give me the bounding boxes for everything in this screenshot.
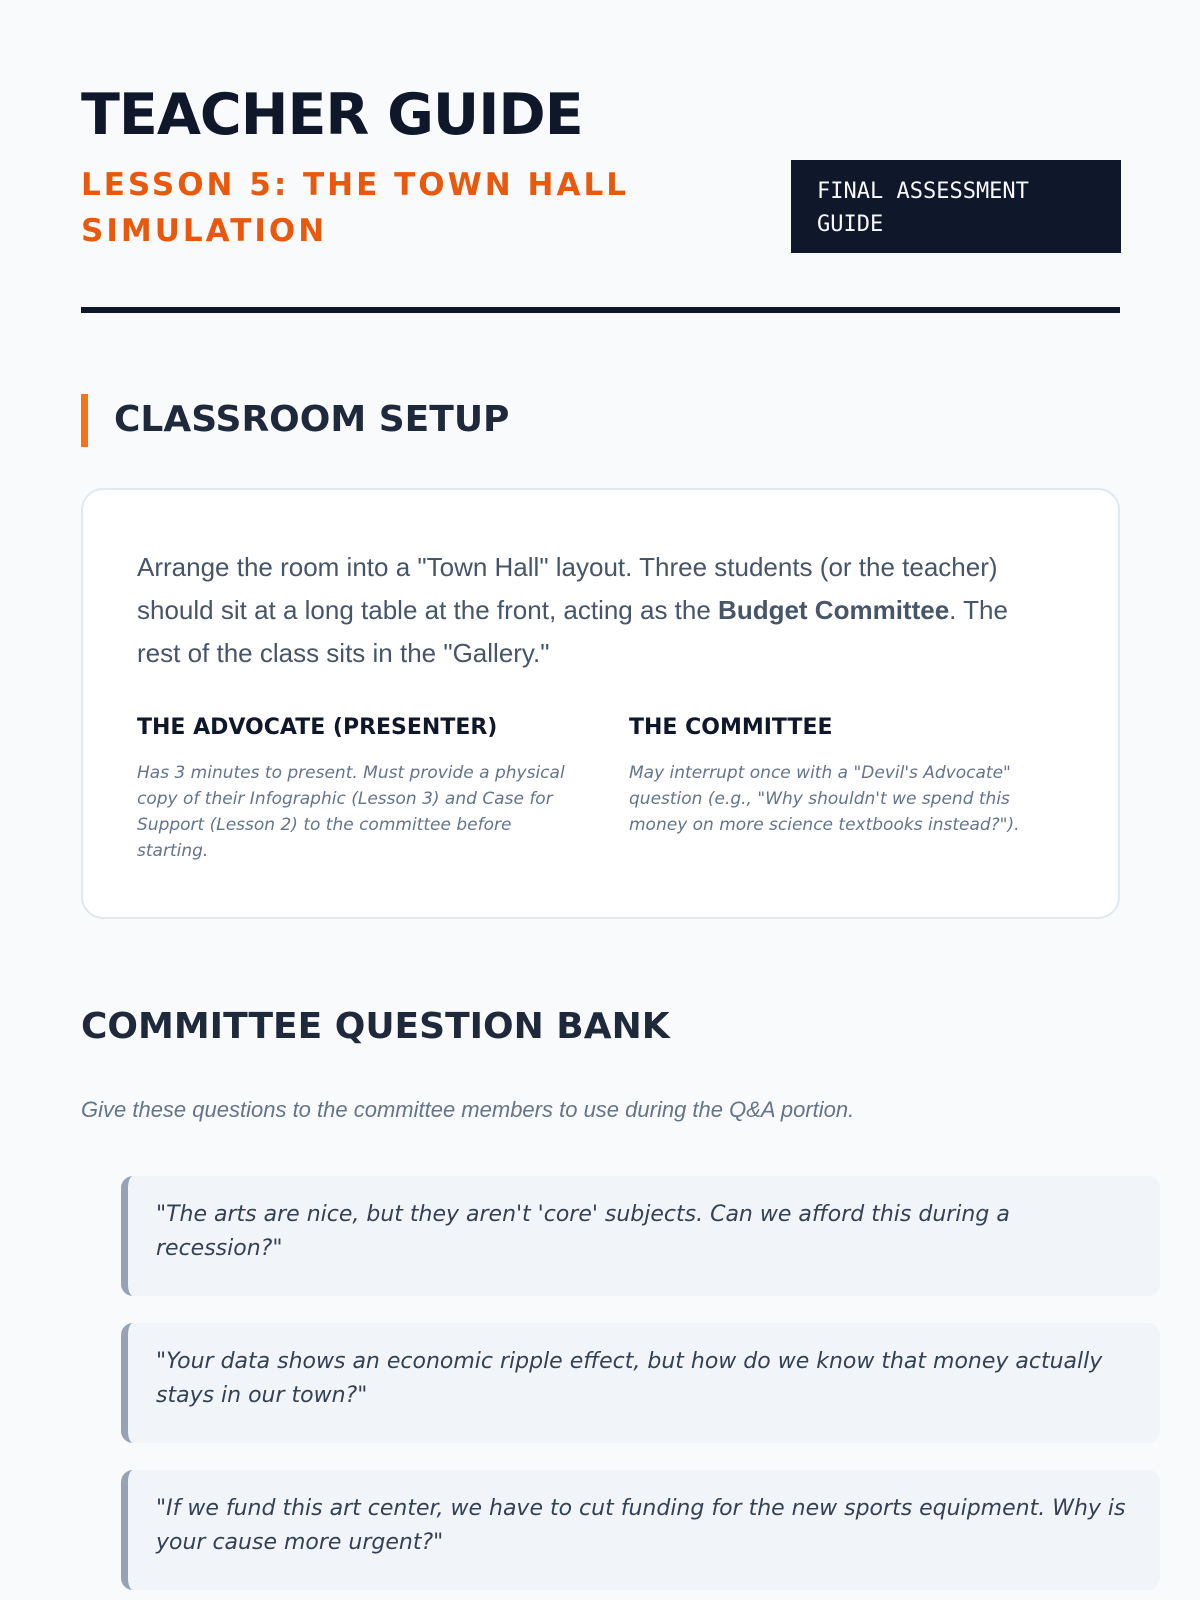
question-bank-intro: Give these questions to the committee members to use during the Q&A portion. [81,1097,855,1122]
page-title: TEACHER GUIDE [81,82,583,148]
header-divider [81,307,1120,313]
classroom-setup-heading: CLASSROOM SETUP [114,399,510,440]
setup-paragraph-start: Arrange the room into a "Town Hall" layout. Three students (or the teacher) should sit at a long table at the front, acting as the [137,552,998,625]
committee-role-description: May interrupt once with a "Devil's Advocate" question (e.g., "Why shouldn't we spend this money on more science textbooks instead?"). [629,763,1020,835]
lesson-title: LESSON 5: THE TOWN HALL SIMULATION [81,167,629,249]
classroom-setup-card [81,488,1120,919]
question-bank-heading: COMMITTEE QUESTION BANK [81,1006,670,1047]
setup-paragraph [137,546,1017,675]
committee-role-title: THE COMMITTEE [629,715,833,740]
advocate-role-title: THE ADVOCATE (PRESENTER) [137,715,498,740]
question-card: "The arts are nice, but they aren't 'core' subjects. Can we afford this during a recession?" [121,1176,1160,1296]
section-accent-bar [81,394,88,447]
assessment-badge: FINAL ASSESSMENT GUIDE [791,160,1121,253]
question-card: "Your data shows an economic ripple effect, but how do we know that money actually stays in our town?" [121,1323,1160,1443]
question-card: "If we fund this art center, we have to cut funding for the new sports equipment. Why is your cause more urgent?" [121,1470,1160,1590]
budget-committee-term: Budget Committee [718,595,950,625]
setup-paragraph-end: . The rest of the class sits in the "Gallery." [137,595,1008,668]
advocate-role-description: Has 3 minutes to present. Must provide a physical copy of their Infographic (Lesson 3) and Case for Support (Lesson 2) to the committee before starting. [137,763,565,861]
